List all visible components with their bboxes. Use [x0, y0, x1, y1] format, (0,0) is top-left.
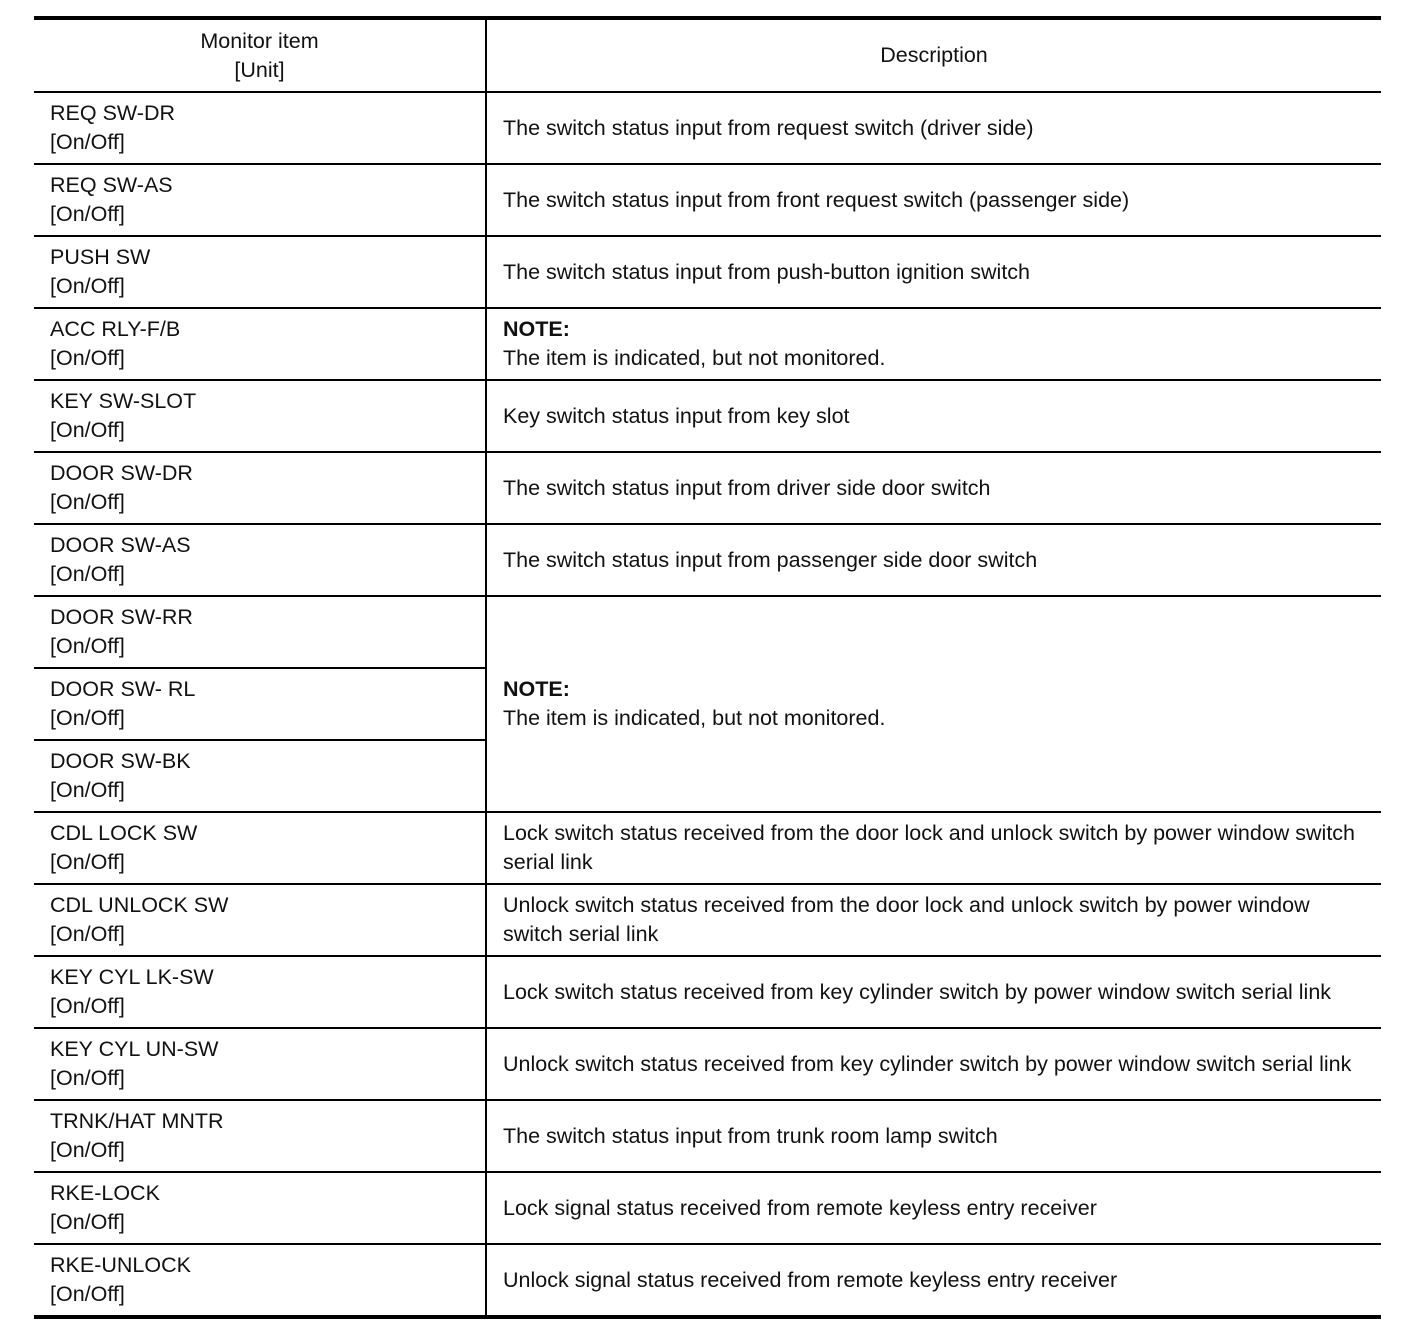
description-cell [486, 452, 1381, 524]
description-text: Unlock switch status received from the door lock and unlock switch by power window switch serial link [503, 893, 1310, 946]
monitor-item-cell [34, 596, 486, 668]
monitor-item-unit: [On/Off] [50, 1138, 125, 1162]
monitor-item-table [34, 16, 1381, 1319]
description-text: Unlock switch status received from key cylinder switch by power window switch serial link [503, 1051, 1352, 1076]
monitor-item-cell [34, 956, 486, 1028]
monitor-item-cell [34, 1028, 486, 1100]
description-cell [486, 164, 1381, 236]
description-text: The switch status input from request switch (driver side) [503, 115, 1034, 140]
header-unit-label: [Unit] [234, 57, 285, 82]
monitor-item-name: DOOR SW-BK [50, 749, 191, 773]
description-text: The switch status input from trunk room lamp switch [503, 1123, 998, 1148]
note-text: The item is indicated, but not monitored. [503, 706, 886, 730]
monitor-item-cell [34, 1172, 486, 1244]
monitor-item-name: REQ SW-DR [50, 101, 176, 125]
monitor-item-unit: [On/Off] [50, 562, 125, 586]
description-text: Lock switch status received from the door lock and unlock switch by power window switch serial link [503, 821, 1356, 874]
description-text: The switch status input from front request switch (passenger side) [503, 187, 1130, 212]
monitor-item-name: CDL LOCK SW [50, 821, 198, 845]
description-cell [486, 524, 1381, 596]
monitor-item-name: DOOR SW-RR [50, 605, 193, 629]
monitor-item-cell [34, 452, 486, 524]
monitor-item-cell [34, 524, 486, 596]
monitor-item-cell [34, 164, 486, 236]
monitor-item-unit: [On/Off] [50, 778, 125, 802]
monitor-item-name: CDL UNLOCK SW [50, 893, 229, 917]
table-row [34, 380, 1381, 452]
description-cell [486, 956, 1381, 1028]
note-label: NOTE: [503, 317, 570, 341]
monitor-item-name: DOOR SW- RL [50, 677, 196, 701]
monitor-item-name: KEY CYL LK-SW [50, 965, 214, 989]
description-cell [486, 1028, 1381, 1100]
description-text: The switch status input from driver side door switch [503, 475, 991, 500]
monitor-item-name: RKE-LOCK [50, 1181, 160, 1205]
monitor-item-unit: [On/Off] [50, 346, 125, 370]
monitor-item-cell [34, 1244, 486, 1317]
description-cell [486, 308, 1381, 380]
table-row [34, 92, 1381, 164]
monitor-item-unit: [On/Off] [50, 994, 125, 1018]
note-label: NOTE: [503, 677, 570, 701]
monitor-item-cell [34, 308, 486, 380]
description-text: Key switch status input from key slot [503, 403, 850, 428]
table-body [34, 92, 1381, 1317]
table-row [34, 956, 1381, 1028]
table-row [34, 308, 1381, 380]
monitor-item-unit: [On/Off] [50, 922, 125, 946]
table-row [34, 524, 1381, 596]
description-text: Unlock signal status received from remote keyless entry receiver [503, 1267, 1118, 1292]
monitor-item-cell [34, 812, 486, 884]
monitor-item-name: KEY CYL UN-SW [50, 1037, 219, 1061]
monitor-item-unit: [On/Off] [50, 1066, 125, 1090]
monitor-item-unit: [On/Off] [50, 1210, 125, 1234]
description-cell [486, 1244, 1381, 1317]
table-row [34, 812, 1381, 884]
monitor-item-name: ACC RLY-F/B [50, 317, 181, 341]
monitor-item-name: DOOR SW-AS [50, 533, 191, 557]
monitor-item-name: KEY SW-SLOT [50, 389, 197, 413]
monitor-item-name: REQ SW-AS [50, 173, 173, 197]
monitor-item-name: PUSH SW [50, 245, 151, 269]
description-cell [486, 812, 1381, 884]
description-text: The switch status input from passenger side door switch [503, 547, 1038, 572]
table-header [34, 18, 1381, 92]
monitor-item-cell [34, 740, 486, 812]
monitor-item-unit: [On/Off] [50, 130, 125, 154]
monitor-item-unit: [On/Off] [50, 202, 125, 226]
description-text: The switch status input from push-button ignition switch [503, 259, 1031, 284]
description-cell-merged [486, 596, 1381, 812]
monitor-item-cell [34, 92, 486, 164]
monitor-item-name: TRNK/HAT MNTR [50, 1109, 224, 1133]
monitor-item-cell [34, 668, 486, 740]
monitor-item-name: RKE-UNLOCK [50, 1253, 191, 1277]
table-row [34, 1100, 1381, 1172]
monitor-item-cell [34, 1100, 486, 1172]
monitor-item-cell [34, 380, 486, 452]
monitor-item-name: DOOR SW-DR [50, 461, 193, 485]
description-text: Lock signal status received from remote keyless entry receiver [503, 1195, 1097, 1220]
table-row [34, 236, 1381, 308]
monitor-item-unit: [On/Off] [50, 274, 125, 298]
header-row [34, 18, 1381, 92]
note-text: The item is indicated, but not monitored. [503, 346, 886, 370]
description-cell [486, 1172, 1381, 1244]
table-row [34, 1172, 1381, 1244]
table-row [34, 164, 1381, 236]
header-monitor-item-label: Monitor item [200, 28, 319, 53]
description-cell [486, 1100, 1381, 1172]
table-row [34, 596, 1381, 668]
monitor-item-cell [34, 236, 486, 308]
description-cell [486, 92, 1381, 164]
description-cell [486, 236, 1381, 308]
monitor-item-unit: [On/Off] [50, 1282, 125, 1306]
monitor-item-unit: [On/Off] [50, 706, 125, 730]
header-description: Description [486, 18, 1381, 92]
table-row [34, 1028, 1381, 1100]
table-row [34, 1244, 1381, 1317]
monitor-item-unit: [On/Off] [50, 634, 125, 658]
monitor-item-unit: [On/Off] [50, 418, 125, 442]
table-row [34, 884, 1381, 956]
description-cell [486, 380, 1381, 452]
header-monitor-item [34, 18, 486, 92]
monitor-item-cell [34, 884, 486, 956]
description-cell [486, 884, 1381, 956]
monitor-item-unit: [On/Off] [50, 490, 125, 514]
monitor-item-unit: [On/Off] [50, 850, 125, 874]
description-text: Lock switch status received from key cylinder switch by power window switch serial link [503, 979, 1332, 1004]
table-row [34, 452, 1381, 524]
